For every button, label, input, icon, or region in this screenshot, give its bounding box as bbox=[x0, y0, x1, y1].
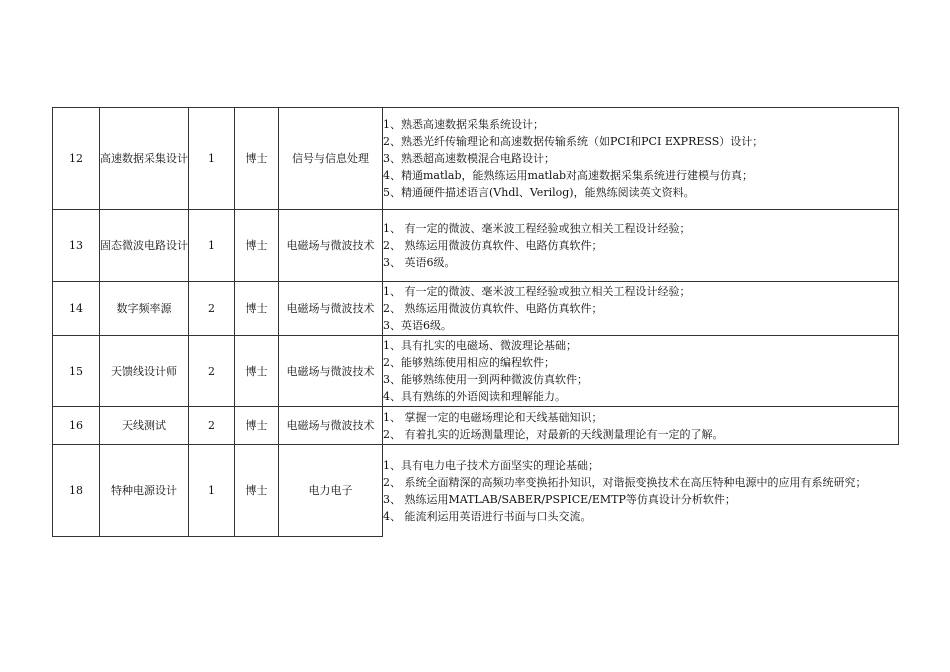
row-number: 16 bbox=[53, 407, 100, 445]
degree: 博士 bbox=[235, 210, 279, 282]
table-row bbox=[53, 336, 899, 407]
requirement-item: 4、精通matlab，能熟练运用matlab对高速数据采集系统进行建模与仿真； bbox=[383, 169, 754, 182]
requirement-item: 3、英语6级。 bbox=[383, 319, 452, 332]
requirement-item: 3、 熟练运用MATLAB/SABER/PSPICE/EMTP等仿真设计分析软件； bbox=[383, 492, 736, 506]
position-name: 高速数据采集设计 bbox=[100, 108, 189, 210]
table-row bbox=[53, 445, 899, 537]
requirement-item: 1、具有电力电子技术方面坚实的理论基础； bbox=[383, 458, 599, 472]
requirement-item: 4、具有熟练的外语阅读和理解能力。 bbox=[383, 390, 566, 403]
requirements bbox=[383, 407, 899, 445]
degree: 博士 bbox=[235, 407, 279, 445]
headcount: 1 bbox=[189, 108, 235, 210]
position-name: 天线测试 bbox=[100, 407, 189, 445]
position-name: 数字频率源 bbox=[100, 282, 189, 336]
requirements bbox=[383, 108, 899, 210]
table-row bbox=[53, 407, 899, 445]
degree: 博士 bbox=[235, 336, 279, 407]
requirement-item: 1、具有扎实的电磁场、微波理论基础； bbox=[383, 339, 577, 352]
requirement-item: 1、 掌握一定的电磁场理论和天线基础知识； bbox=[383, 410, 603, 424]
headcount: 2 bbox=[189, 407, 235, 445]
requirements bbox=[383, 336, 899, 407]
position-name: 固态微波电路设计 bbox=[100, 210, 189, 282]
requirement-item: 4、 能流利运用英语进行书面与口头交流。 bbox=[383, 509, 592, 523]
requirement-item: 3、 英语6级。 bbox=[383, 256, 456, 269]
row-number: 14 bbox=[53, 282, 100, 336]
degree: 博士 bbox=[235, 282, 279, 336]
major: 信号与信息处理 bbox=[279, 108, 383, 210]
position-name: 特种电源设计 bbox=[100, 445, 189, 537]
table-body bbox=[53, 108, 899, 537]
row-number: 15 bbox=[53, 336, 100, 407]
table-row bbox=[53, 210, 899, 282]
requirement-item: 2、 熟练运用微波仿真软件、电路仿真软件； bbox=[383, 302, 603, 315]
requirements bbox=[383, 445, 899, 537]
requirements bbox=[383, 282, 899, 336]
degree: 博士 bbox=[235, 108, 279, 210]
major: 电磁场与微波技术 bbox=[279, 336, 383, 407]
requirement-item: 5、精通硬件描述语言(Vhdl、Verilog)，能熟练阅读英文资料。 bbox=[383, 186, 695, 199]
headcount: 2 bbox=[189, 282, 235, 336]
requirement-item: 1、熟悉高速数据采集系统设计； bbox=[383, 118, 544, 131]
requirement-item: 2、熟悉光纤传输理论和高速数据传输系统（如PCI和PCI EXPRESS）设计； bbox=[383, 135, 764, 148]
requirement-item: 3、熟悉超高速数模混合电路设计； bbox=[383, 152, 555, 165]
requirements bbox=[383, 210, 899, 282]
requirement-item: 3、能够熟练使用一到两种微波仿真软件； bbox=[383, 373, 588, 386]
position-name: 天馈线设计师 bbox=[100, 336, 189, 407]
requirement-item: 1、 有一定的微波、毫米波工程经验或独立相关工程设计经验； bbox=[383, 222, 691, 235]
major: 电磁场与微波技术 bbox=[279, 407, 383, 445]
row-number: 18 bbox=[53, 445, 100, 537]
headcount: 2 bbox=[189, 336, 235, 407]
row-number: 13 bbox=[53, 210, 100, 282]
requirement-item: 2、能够熟练使用相应的编程软件； bbox=[383, 356, 555, 369]
table-row bbox=[53, 108, 899, 210]
table-row bbox=[53, 282, 899, 336]
major: 电磁场与微波技术 bbox=[279, 282, 383, 336]
headcount: 1 bbox=[189, 210, 235, 282]
requirement-item: 2、 熟练运用微波仿真软件、电路仿真软件； bbox=[383, 239, 603, 252]
requirement-item: 2、 有着扎实的近场测量理论，对最新的天线测量理论有一定的了解。 bbox=[383, 427, 724, 441]
requirement-item: 2、 系统全面精深的高频功率变换拓扑知识，对谐振变换技术在高压特种电源中的应用有系统研究； bbox=[383, 475, 867, 489]
degree: 博士 bbox=[235, 445, 279, 537]
recruitment-table bbox=[52, 107, 899, 537]
major: 电力电子 bbox=[279, 445, 383, 537]
row-number: 12 bbox=[53, 108, 100, 210]
headcount: 1 bbox=[189, 445, 235, 537]
requirement-item: 1、 有一定的微波、毫米波工程经验或独立相关工程设计经验； bbox=[383, 285, 691, 298]
major: 电磁场与微波技术 bbox=[279, 210, 383, 282]
